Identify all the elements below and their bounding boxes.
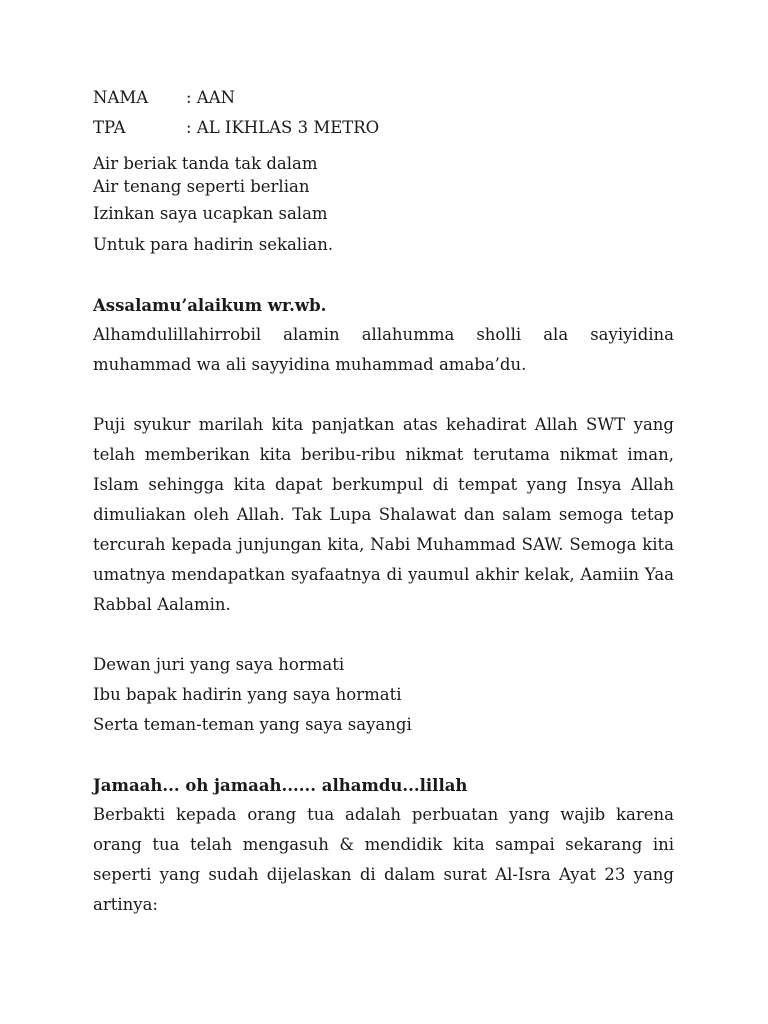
address-line: Dewan juri yang saya hormati <box>93 655 345 674</box>
document-page <box>93 86 674 920</box>
praise-paragraph: Puji syukur marilah kita panjatkan atas kehadirat Allah SWT yang telah memberikan kita beribu-ribu nikmat terutama nikmat iman, Islam sehingga kita dapat berkumpul di tempat yang Insya Allah dimuliakan oleh Allah. Tak Lupa Shalawat dan salam semoga tetap tercurah kepada junjungan kita, Nabi Muhammad SAW. Semoga kita umatnya mendapatkan syafaatnya di yaumul akhir kelak, Aamiin Yaa Rabbal Aalamin. <box>93 415 674 614</box>
nama-value: : AAN <box>186 88 236 107</box>
tpa-label: TPA <box>93 118 126 137</box>
greeting-heading: Assalamu’alaikum wr.wb. <box>93 296 327 315</box>
pantun-line: Air tenang seperti berlian <box>93 177 310 196</box>
tpa-value: : AL IKHLAS 3 METRO <box>186 118 380 137</box>
jamaah-heading: Jamaah... oh jamaah...... alhamdu...lillah <box>93 776 468 795</box>
pantun-line: Izinkan saya ucapkan salam <box>93 204 328 223</box>
address-line: Ibu bapak hadirin yang saya hormati <box>93 685 402 704</box>
jamaah-paragraph: Berbakti kepada orang tua adalah perbuatan yang wajib karena orang tua telah mengasuh & mendidik kita sampai sekarang ini seperti yang sudah dijelaskan di dalam surat Al-Isra Ayat 23 yang artinya: <box>93 805 674 914</box>
nama-row <box>93 86 674 116</box>
tpa-row <box>93 116 674 146</box>
pantun-line: Air beriak tanda tak dalam <box>93 154 318 173</box>
address-line: Serta teman-teman yang saya sayangi <box>93 715 412 734</box>
address-list <box>93 650 674 740</box>
pantun-line: Untuk para hadirin sekalian. <box>93 235 334 254</box>
greeting-paragraph: Alhamdulillahirrobil alamin allahumma sholli ala sayiyidina muhammad wa ali sayyidina muhammad amaba’du. <box>93 325 674 374</box>
nama-label: NAMA <box>93 88 149 107</box>
pantun-block <box>93 152 674 260</box>
